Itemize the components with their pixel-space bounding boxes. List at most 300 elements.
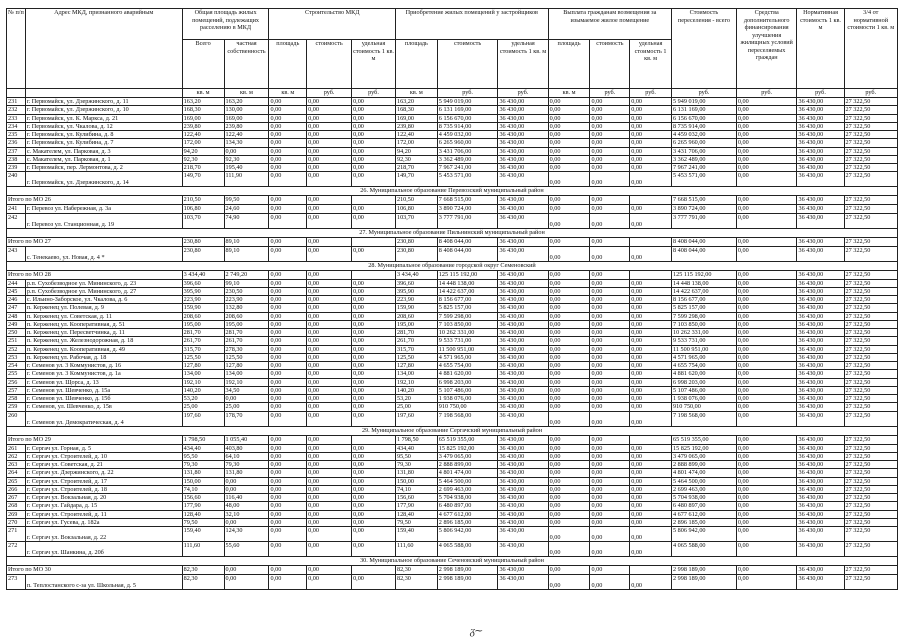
row-cell: 36 430,00 <box>498 205 548 213</box>
total-cell: 27 322,50 <box>844 237 897 246</box>
row-cell: 7 198 568,00 <box>437 411 498 426</box>
row-number: 237 <box>7 147 26 155</box>
resettlement-table <box>6 8 898 590</box>
row-cell: 0,00 <box>352 172 396 187</box>
row-cell: 0,00 <box>590 320 630 328</box>
total-row <box>7 196 898 205</box>
row-cell: 99,10 <box>224 279 269 287</box>
row-cell: 36 430,00 <box>498 542 548 557</box>
row-cell: 9 533 731,00 <box>672 337 737 345</box>
total-cell: 0,00 <box>548 435 590 444</box>
row-cell: 4 881 620,00 <box>437 370 498 378</box>
row-cell: 0,00 <box>590 337 630 345</box>
row-number: 265 <box>7 477 26 485</box>
total-cell <box>630 435 672 444</box>
row-cell: 0,00 <box>269 542 307 557</box>
row-cell: 27 322,50 <box>844 213 897 228</box>
row-cell: 36 430,00 <box>498 362 548 370</box>
sub-area-header: площадь <box>269 40 307 89</box>
row-cell: 92,30 <box>182 155 224 163</box>
row-cell: 0,00 <box>548 345 590 353</box>
row-cell: 0,00 <box>269 147 307 155</box>
row-cell: 0,00 <box>630 246 672 261</box>
row-cell: 0,00 <box>352 329 396 337</box>
row-cell: 4 655 754,00 <box>437 362 498 370</box>
row-cell: 53,20 <box>182 395 224 403</box>
row-cell: 36 430,00 <box>797 98 844 106</box>
row-cell: 281,70 <box>182 329 224 337</box>
row-address: г. Сергач ул. Строителей, д. 11 <box>25 510 182 518</box>
row-cell: 0,00 <box>307 494 352 502</box>
row-cell: 0,00 <box>590 527 630 542</box>
row-cell: 36 430,00 <box>797 287 844 295</box>
total-cell: 36 430,00 <box>498 435 548 444</box>
row-cell: 0,00 <box>307 469 352 477</box>
section-row <box>7 557 898 566</box>
row-cell: 0,00 <box>736 345 797 353</box>
row-cell: 0,00 <box>736 122 797 130</box>
row-cell: 5 704 938,00 <box>672 494 737 502</box>
row-number: 242 <box>7 213 26 228</box>
total-cell <box>352 435 396 444</box>
row-cell: 0,00 <box>630 386 672 394</box>
row-cell: 0,00 <box>269 304 307 312</box>
row-cell: 0,00 <box>548 494 590 502</box>
row-cell: 0,00 <box>307 287 352 295</box>
row-cell: 106,80 <box>395 205 437 213</box>
row-cell: 36 430,00 <box>498 510 548 518</box>
total-cell: 36 430,00 <box>498 270 548 279</box>
row-cell: 0,00 <box>352 575 396 590</box>
row-cell: 3 777 791,00 <box>437 213 498 228</box>
row-cell: 0,00 <box>548 386 590 394</box>
row-address: г. Семенов, ул. Шевченко, д. 15в <box>25 403 182 411</box>
row-number: 258 <box>7 395 26 403</box>
row-cell: 25,00 <box>224 403 269 411</box>
total-cell: 27 322,50 <box>844 435 897 444</box>
row-cell: 0,00 <box>590 98 630 106</box>
row-cell: 4 677 612,00 <box>437 510 498 518</box>
row-cell: 0,00 <box>630 172 672 187</box>
table-row <box>7 164 898 172</box>
row-cell: 27 322,50 <box>844 477 897 485</box>
row-cell: 0,00 <box>269 575 307 590</box>
row-cell: 0,00 <box>736 98 797 106</box>
row-cell: 36 430,00 <box>797 485 844 493</box>
row-cell: 5 464 500,00 <box>437 477 498 485</box>
row-cell: 125,50 <box>182 353 224 361</box>
row-cell: 14 422 637,00 <box>672 287 737 295</box>
row-cell: 0,00 <box>307 485 352 493</box>
sub-cost2-header: стоимость <box>437 40 498 89</box>
row-cell: 0,00 <box>307 296 352 304</box>
row-cell: 0,00 <box>548 205 590 213</box>
total-cell: 82,30 <box>182 566 224 575</box>
row-cell: 0,00 <box>630 353 672 361</box>
row-cell: 5 806 942,00 <box>437 527 498 542</box>
row-cell: 5 949 019,00 <box>672 98 737 106</box>
row-number: 256 <box>7 378 26 386</box>
row-cell: 6 156 670,00 <box>437 114 498 122</box>
row-number: 245 <box>7 287 26 295</box>
row-cell: 0,00 <box>352 345 396 353</box>
row-cell: 0,00 <box>590 477 630 485</box>
table-row <box>7 205 898 213</box>
row-cell: 0,00 <box>630 485 672 493</box>
row-cell: 3 479 065,00 <box>672 452 737 460</box>
total-cell: 36 430,00 <box>797 566 844 575</box>
row-address: п. Керженец ул. Рабочая, д. 18 <box>25 353 182 361</box>
total-cell: 36 430,00 <box>498 237 548 246</box>
row-number: 266 <box>7 485 26 493</box>
table-row <box>7 386 898 394</box>
row-cell: 0,00 <box>736 329 797 337</box>
row-number: 233 <box>7 114 26 122</box>
row-cell: 111,90 <box>224 172 269 187</box>
row-cell: 0,00 <box>630 205 672 213</box>
row-cell: 0,00 <box>736 452 797 460</box>
row-cell: 0,00 <box>630 147 672 155</box>
row-cell: 36 430,00 <box>498 131 548 139</box>
total-cell: 0,00 <box>548 196 590 205</box>
row-cell: 223,90 <box>224 296 269 304</box>
row-cell: 0,00 <box>352 485 396 493</box>
row-cell: 6 998 203,00 <box>672 378 737 386</box>
row-address: г. Семенов ул. 3 Коммунистов, д. 16 <box>25 362 182 370</box>
row-cell: 0,00 <box>352 542 396 557</box>
row-cell: 5 704 938,00 <box>437 494 498 502</box>
total-cell <box>630 270 672 279</box>
sub-area2-header: площадь <box>395 40 437 89</box>
row-cell: 0,00 <box>307 575 352 590</box>
row-cell: 2 888 899,00 <box>672 461 737 469</box>
row-cell: 0,00 <box>548 362 590 370</box>
row-cell: 79,30 <box>395 461 437 469</box>
units-cell: кв. м <box>548 89 590 98</box>
row-cell: 0,00 <box>548 147 590 155</box>
row-cell: 27 322,50 <box>844 403 897 411</box>
row-cell: 0,00 <box>736 155 797 163</box>
row-cell: 36 430,00 <box>797 131 844 139</box>
row-cell: 4 655 754,00 <box>672 362 737 370</box>
units-cell: руб. <box>844 89 897 98</box>
row-cell: 0,00 <box>548 403 590 411</box>
row-cell: 0,00 <box>307 510 352 518</box>
row-cell: 36 430,00 <box>797 114 844 122</box>
row-cell: 0,00 <box>307 370 352 378</box>
row-cell: 0,00 <box>352 353 396 361</box>
units-cell: руб. <box>307 89 352 98</box>
row-cell: 122,40 <box>224 131 269 139</box>
row-cell: 0,00 <box>548 542 590 557</box>
row-cell: 197,60 <box>395 411 437 426</box>
row-cell: 0,00 <box>548 370 590 378</box>
row-cell: 0,00 <box>269 477 307 485</box>
row-cell: 27 322,50 <box>844 575 897 590</box>
row-cell: 0,00 <box>352 122 396 130</box>
row-cell: 434,40 <box>395 444 437 452</box>
row-address: р.п. Сухобезводное ул. Мининского, д. 23 <box>25 279 182 287</box>
section-title: 29. Муниципальное образование Сергачский муниципальный район <box>7 426 898 435</box>
total-cell: 65 519 355,00 <box>672 435 737 444</box>
row-cell: 0,00 <box>736 246 797 261</box>
row-cell: 27 322,50 <box>844 287 897 295</box>
total-cell: 7 668 515,00 <box>672 196 737 205</box>
row-number: 264 <box>7 469 26 477</box>
row-cell: 36 430,00 <box>498 469 548 477</box>
row-cell: 195,00 <box>182 320 224 328</box>
total-cell: 36 430,00 <box>797 237 844 246</box>
total-cell: 0,00 <box>269 566 307 575</box>
row-cell: 0,00 <box>269 452 307 460</box>
row-cell: 36 430,00 <box>498 452 548 460</box>
row-cell: 0,00 <box>590 155 630 163</box>
row-cell: 36 430,00 <box>797 477 844 485</box>
row-cell: 0,00 <box>630 122 672 130</box>
total-cell: 89,10 <box>224 237 269 246</box>
row-cell: 177,90 <box>395 502 437 510</box>
row-cell: 0,00 <box>307 477 352 485</box>
table-row <box>7 575 898 590</box>
sub-unitcost2-header: удельная стоимость 1 кв. м <box>498 40 548 89</box>
total-cell: 0,00 <box>548 270 590 279</box>
row-cell: 48,00 <box>224 502 269 510</box>
row-number: 268 <box>7 502 26 510</box>
row-address: г. Сергач ул. Шанкина, д. 20б <box>25 542 182 557</box>
row-cell: 0,00 <box>630 461 672 469</box>
table-row <box>7 510 898 518</box>
row-cell: 0,00 <box>352 510 396 518</box>
row-cell: 36 430,00 <box>797 345 844 353</box>
row-cell: 36 430,00 <box>797 279 844 287</box>
row-cell: 8 408 044,00 <box>437 246 498 261</box>
row-cell: 169,00 <box>395 114 437 122</box>
row-cell: 24,60 <box>224 205 269 213</box>
row-cell: 8 735 914,00 <box>672 122 737 130</box>
row-cell: 0,00 <box>630 469 672 477</box>
row-cell: 36 430,00 <box>797 403 844 411</box>
table-row <box>7 469 898 477</box>
row-cell: 27 322,50 <box>844 485 897 493</box>
row-cell: 0,00 <box>736 510 797 518</box>
row-cell: 434,40 <box>182 444 224 452</box>
row-cell: 4 881 620,00 <box>672 370 737 378</box>
row-cell: 0,00 <box>269 494 307 502</box>
row-cell: 0,00 <box>307 452 352 460</box>
row-cell: 0,00 <box>630 575 672 590</box>
row-cell: 278,30 <box>224 345 269 353</box>
row-cell: 0,00 <box>630 345 672 353</box>
table-row <box>7 304 898 312</box>
row-cell: 0,00 <box>307 205 352 213</box>
table-row <box>7 378 898 386</box>
row-address: п. Керженец ул. Пересветчинка, д. 11 <box>25 329 182 337</box>
row-cell: 0,00 <box>352 461 396 469</box>
row-number: 248 <box>7 312 26 320</box>
row-cell: 0,00 <box>307 312 352 320</box>
table-row <box>7 122 898 130</box>
units-cell: руб. <box>672 89 737 98</box>
total-cell: 1 798,50 <box>182 435 224 444</box>
total-cell: 0,00 <box>736 196 797 205</box>
row-cell: 36 430,00 <box>498 494 548 502</box>
row-cell: 36 430,00 <box>498 345 548 353</box>
row-cell: 8 156 677,00 <box>437 296 498 304</box>
row-cell: 0,00 <box>630 312 672 320</box>
row-cell: 27 322,50 <box>844 362 897 370</box>
row-cell: 0,00 <box>224 477 269 485</box>
row-cell: 36 430,00 <box>797 320 844 328</box>
row-cell: 0,00 <box>736 287 797 295</box>
row-cell: 0,00 <box>590 502 630 510</box>
row-cell: 5 464 500,00 <box>672 477 737 485</box>
row-number: 234 <box>7 122 26 130</box>
total-cell: 0,00 <box>224 566 269 575</box>
row-cell: 6 480 897,00 <box>672 502 737 510</box>
row-cell: 0,00 <box>307 345 352 353</box>
units-row <box>7 89 898 98</box>
row-cell: 5 107 486,00 <box>672 386 737 394</box>
total-cell: 3 434,40 <box>182 270 224 279</box>
row-number: 262 <box>7 452 26 460</box>
row-cell: 0,00 <box>590 329 630 337</box>
row-cell: 0,00 <box>548 477 590 485</box>
row-address: г. Сергач ул. Строителей, д. 18 <box>25 485 182 493</box>
row-cell: 27 322,50 <box>844 395 897 403</box>
row-cell: 0,00 <box>548 246 590 261</box>
row-cell: 0,00 <box>269 139 307 147</box>
row-cell: 6 265 960,00 <box>437 139 498 147</box>
row-cell: 74,10 <box>182 485 224 493</box>
total-cell: 0,00 <box>307 270 352 279</box>
row-cell: 36 430,00 <box>797 122 844 130</box>
table-row <box>7 106 898 114</box>
row-cell: 0,00 <box>548 164 590 172</box>
row-cell: 36 430,00 <box>498 287 548 295</box>
row-cell: 0,00 <box>590 370 630 378</box>
table-row <box>7 296 898 304</box>
row-cell: 0,00 <box>269 213 307 228</box>
row-cell: 0,00 <box>548 155 590 163</box>
row-cell: 150,00 <box>182 477 224 485</box>
row-cell: 0,00 <box>548 312 590 320</box>
row-cell: 0,00 <box>548 122 590 130</box>
row-cell: 36 430,00 <box>498 461 548 469</box>
row-cell: 4 571 965,00 <box>672 353 737 361</box>
row-cell: 0,00 <box>269 106 307 114</box>
row-cell: 36 430,00 <box>498 312 548 320</box>
row-number: 261 <box>7 444 26 452</box>
row-number: 269 <box>7 510 26 518</box>
row-cell: 27 322,50 <box>844 411 897 426</box>
total-cell: 0,00 <box>590 435 630 444</box>
table-row <box>7 114 898 122</box>
row-cell: 0,00 <box>307 337 352 345</box>
row-cell: 0,00 <box>590 287 630 295</box>
total-cell: 0,00 <box>307 566 352 575</box>
row-cell: 0,00 <box>590 312 630 320</box>
units-cell: руб. <box>736 89 797 98</box>
total-cell: 36 430,00 <box>498 566 548 575</box>
row-cell: 0,00 <box>736 461 797 469</box>
row-cell: 4 571 965,00 <box>437 353 498 361</box>
total-cell: 0,00 <box>590 270 630 279</box>
row-cell: 36 430,00 <box>498 98 548 106</box>
row-cell: 7 103 850,00 <box>437 320 498 328</box>
row-cell: 79,50 <box>395 518 437 526</box>
row-cell: 11 500 951,00 <box>437 345 498 353</box>
row-cell: 0,00 <box>590 205 630 213</box>
row-cell: 395,90 <box>395 287 437 295</box>
row-cell: 0,00 <box>548 320 590 328</box>
row-cell: 0,00 <box>352 164 396 172</box>
table-row <box>7 518 898 526</box>
total-cell: 1 055,40 <box>224 435 269 444</box>
row-cell: 0,00 <box>307 502 352 510</box>
units-cell <box>7 89 26 98</box>
total-cell <box>630 566 672 575</box>
table-row <box>7 155 898 163</box>
row-cell: 36 430,00 <box>498 164 548 172</box>
row-cell: 111,60 <box>182 542 224 557</box>
row-cell: 0,00 <box>590 452 630 460</box>
row-address: п. Керженец ул. Железнодорожная, д. 18 <box>25 337 182 345</box>
row-cell: 0,00 <box>307 131 352 139</box>
row-cell: 0,00 <box>307 122 352 130</box>
row-cell: 0,00 <box>352 131 396 139</box>
row-cell: 27 322,50 <box>844 164 897 172</box>
row-cell: 0,00 <box>269 353 307 361</box>
row-cell: 7 599 298,00 <box>437 312 498 320</box>
row-cell: 0,00 <box>269 502 307 510</box>
row-cell: 261,70 <box>182 337 224 345</box>
row-address: г. Сергач ул. Вокзальная, д. 22 <box>25 527 182 542</box>
row-cell: 0,00 <box>269 329 307 337</box>
table-row <box>7 370 898 378</box>
row-cell: 0,00 <box>224 485 269 493</box>
row-cell: 103,70 <box>395 213 437 228</box>
row-cell: 0,00 <box>352 320 396 328</box>
row-address: г. Первомайск, ул. К. Маркса, д. 21 <box>25 114 182 122</box>
row-cell: 0,00 <box>307 395 352 403</box>
row-cell: 0,00 <box>548 296 590 304</box>
row-cell: 8 156 677,00 <box>672 296 737 304</box>
row-cell: 218,70 <box>395 164 437 172</box>
row-cell: 0,00 <box>352 114 396 122</box>
row-cell: 0,00 <box>352 147 396 155</box>
row-cell: 2 888 899,00 <box>437 461 498 469</box>
row-cell: 94,20 <box>395 147 437 155</box>
row-cell: 149,70 <box>182 172 224 187</box>
row-cell: 0,00 <box>352 304 396 312</box>
row-cell: 128,40 <box>182 510 224 518</box>
row-cell: 0,00 <box>307 329 352 337</box>
row-cell: 0,00 <box>630 527 672 542</box>
col-cost-header: Стоимость переселения - всего <box>672 9 737 89</box>
row-cell: 36 430,00 <box>797 172 844 187</box>
sub-cost3-header: стоимость <box>590 40 630 89</box>
section-title: 27. Муниципальное образование Пильнинский муниципальный район <box>7 228 898 237</box>
row-cell: 0,00 <box>590 575 630 590</box>
row-cell: 1 938 076,00 <box>437 395 498 403</box>
row-cell: 36 430,00 <box>797 213 844 228</box>
row-cell: 177,90 <box>182 502 224 510</box>
total-cell <box>630 196 672 205</box>
row-cell: 156,60 <box>395 494 437 502</box>
row-cell: 3 362 489,00 <box>437 155 498 163</box>
row-cell: 36 430,00 <box>498 172 548 187</box>
row-cell: 910 750,00 <box>437 403 498 411</box>
